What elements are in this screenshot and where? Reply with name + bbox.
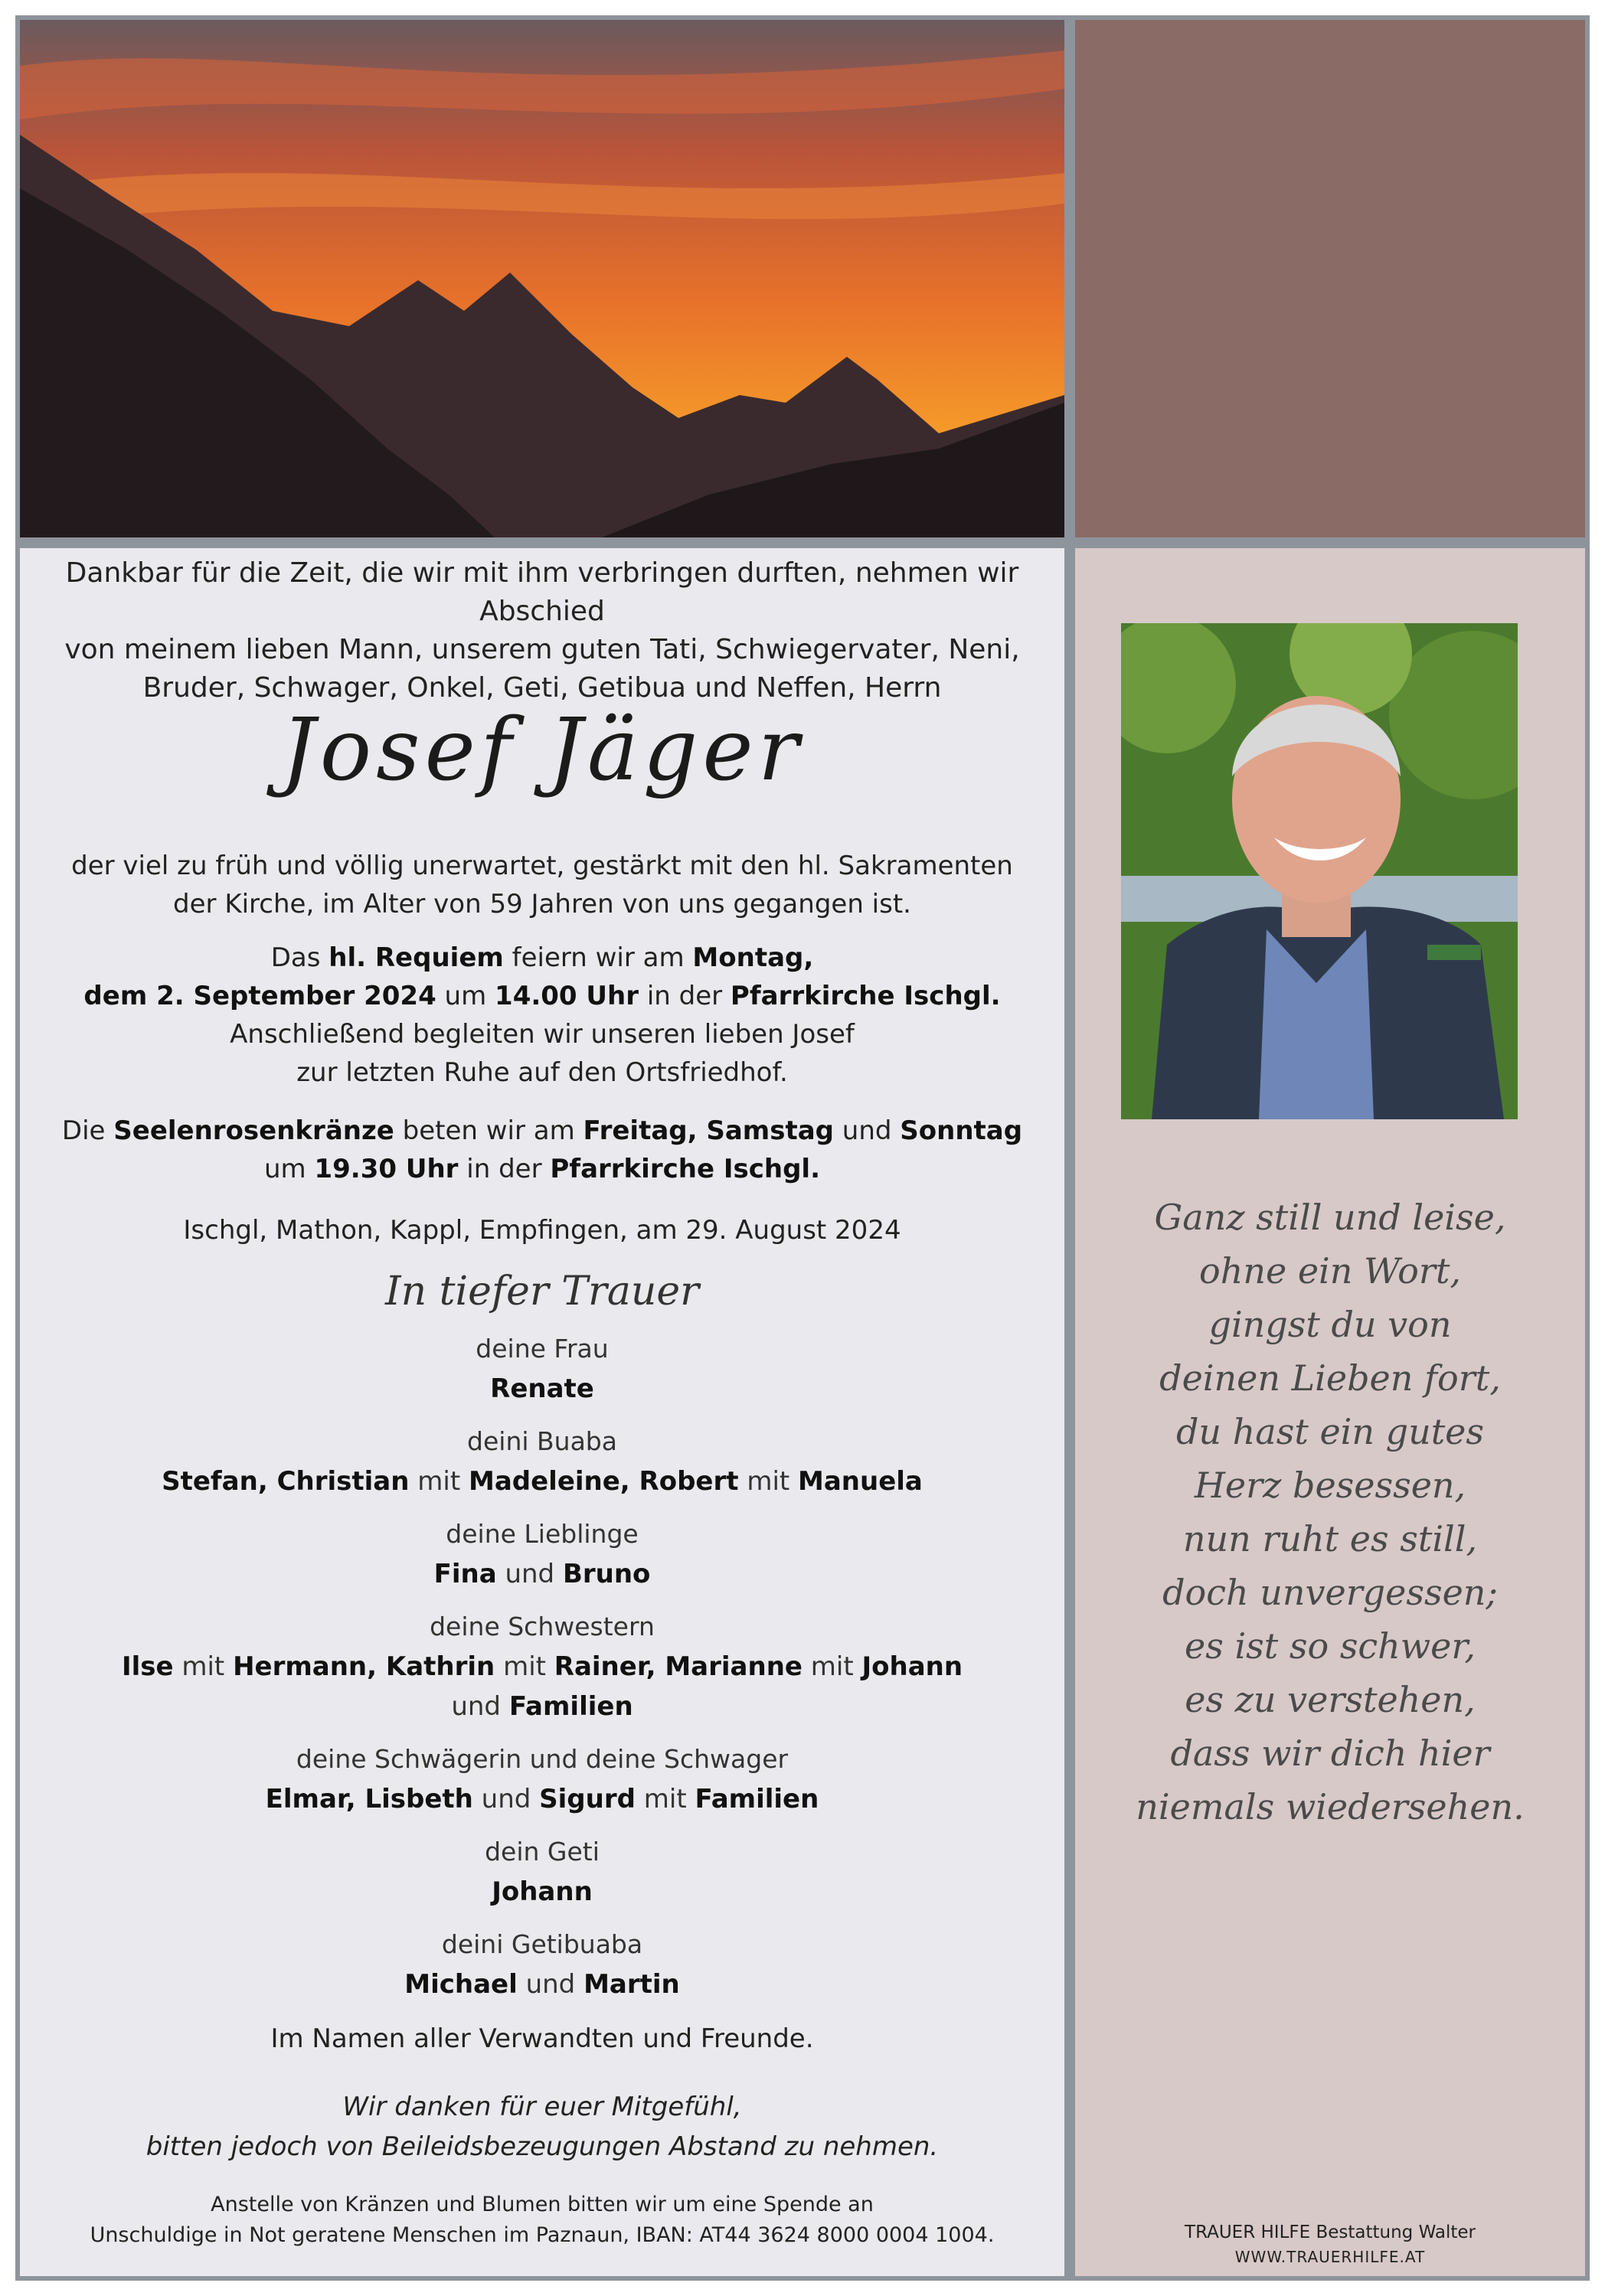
requiem-line-3: Anschließend begleiten wir unseren lieben Josef xyxy=(230,1019,855,1050)
mourner-group-sons xyxy=(20,1422,1064,1501)
rosary-info xyxy=(20,1112,1064,1188)
mourner-group-sisters xyxy=(20,1607,1064,1726)
requiem-info xyxy=(20,939,1064,1092)
relation-label: deine Frau xyxy=(476,1334,609,1364)
thanks-line: Wir danken für euer Mitgefühl, xyxy=(342,2092,742,2122)
relatives-note: Im Namen aller Verwandten und Freunde. xyxy=(270,2023,814,2054)
death-note-line: der viel zu früh und völlig unerwartet, gestärkt mit den hl. Sakramenten xyxy=(71,851,1013,881)
funeral-home-name: TRAUER HILFE Bestattung Walter xyxy=(1185,2223,1476,2242)
intro-line: Dankbar für die Zeit, die wir mit ihm verbringen durften, nehmen wir Abschied xyxy=(65,557,1019,627)
intro-text xyxy=(20,554,1064,707)
rosary-line-1: Die Seelenrosenkränze beten wir am Freitag, Samstag und Sonntag xyxy=(61,1115,1023,1146)
poem-line: ohne ein Wort, xyxy=(1199,1250,1461,1292)
mourner-names: Stefan, Christian mit Madeleine, Robert mit Manuela xyxy=(162,1466,923,1497)
mourner-names: und Familien xyxy=(451,1691,633,1722)
poem-line: deinen Lieben fort, xyxy=(1159,1357,1501,1399)
poem-line: niemals wiedersehen. xyxy=(1136,1786,1525,1827)
funeral-home-url: WWW.TRAUERHILFE.AT xyxy=(1234,2248,1426,2266)
memorial-poem xyxy=(1075,1190,1585,1834)
thanks-note xyxy=(20,2087,1064,2167)
donation-line: Anstelle von Kränzen und Blumen bitten wir um eine Spende an xyxy=(211,2193,874,2216)
relation-label: dein Geti xyxy=(485,1837,600,1867)
sunset-mountain-photo xyxy=(20,20,1064,537)
portrait-photo xyxy=(1121,623,1518,1119)
mourner-group-favorites xyxy=(20,1514,1064,1594)
donation-line: Unschuldige in Not geratene Menschen im Paznaun, IBAN: AT44 3624 8000 0004 1004. xyxy=(90,2223,995,2247)
intro-line: Bruder, Schwager, Onkel, Geti, Getibua und Neffen, Herrn xyxy=(142,672,942,704)
mourner-names: Fina und Bruno xyxy=(433,1559,651,1589)
poem-line: es zu verstehen, xyxy=(1185,1679,1476,1720)
mourning-title: In tiefer Trauer xyxy=(385,1269,699,1315)
mourner-group-godsons xyxy=(20,1925,1064,2004)
requiem-line-2: dem 2. September 2024 um 14.00 Uhr in der Pfarrkirche Ischgl. xyxy=(83,981,1001,1011)
mourner-names: Michael und Martin xyxy=(404,1969,680,2000)
deceased-name: Josef Jäger xyxy=(280,701,804,800)
poem-line: du hast ein gutes xyxy=(1175,1411,1485,1452)
mourner-group-wife xyxy=(20,1329,1064,1409)
mourner-names: Renate xyxy=(490,1373,594,1404)
relation-label: deine Schwestern xyxy=(430,1612,655,1641)
poem-line: dass wir dich hier xyxy=(1170,1733,1490,1774)
poem-line: doch unvergessen; xyxy=(1162,1572,1498,1613)
poem-line: Herz besessen, xyxy=(1194,1465,1466,1506)
death-note-line: der Kirche, im Alter von 59 Jahren von uns gegangen ist. xyxy=(173,889,911,919)
poem-line: nun ruht es still, xyxy=(1182,1518,1478,1560)
mourner-names: Ilse mit Hermann, Kathrin mit Rainer, Marianne mit Johann xyxy=(121,1651,963,1682)
mourners-list xyxy=(20,1329,1064,2058)
mourner-group-godfather xyxy=(20,1832,1064,1912)
decorative-brown-block xyxy=(1075,20,1585,537)
poem-line: gingst du von xyxy=(1208,1304,1452,1345)
relation-label: deine Lieblinge xyxy=(446,1519,639,1549)
death-note xyxy=(20,847,1064,923)
thanks-line: bitten jedoch von Beileidsbezeugungen Abstand zu nehmen. xyxy=(145,2131,939,2162)
mourner-names: Johann xyxy=(492,1876,593,1907)
requiem-line-1: Das hl. Requiem feiern wir am Montag, xyxy=(270,942,814,973)
rosary-line-2: um 19.30 Uhr in der Pfarrkirche Ischgl. xyxy=(264,1154,820,1184)
poem-line: Ganz still und leise, xyxy=(1154,1197,1506,1238)
donation-note xyxy=(20,2190,1064,2251)
relation-label: deine Schwägerin und deine Schwager xyxy=(296,1744,789,1774)
relation-label: deini Buaba xyxy=(467,1426,617,1456)
relation-label: deini Getibuaba xyxy=(441,1929,643,1959)
funeral-home-footer xyxy=(1075,2220,1585,2269)
mourner-group-in-laws xyxy=(20,1739,1064,1819)
requiem-line-4: zur letzten Ruhe auf den Ortsfriedhof. xyxy=(296,1057,788,1088)
place-date: Ischgl, Mathon, Kappl, Empfingen, am 29. August 2024 xyxy=(183,1215,901,1246)
intro-line: von meinem lieben Mann, unserem guten Tati, Schwiegervater, Neni, xyxy=(64,634,1020,665)
poem-line: es ist so schwer, xyxy=(1185,1625,1476,1667)
mourner-names: Elmar, Lisbeth und Sigurd mit Familien xyxy=(265,1784,819,1814)
